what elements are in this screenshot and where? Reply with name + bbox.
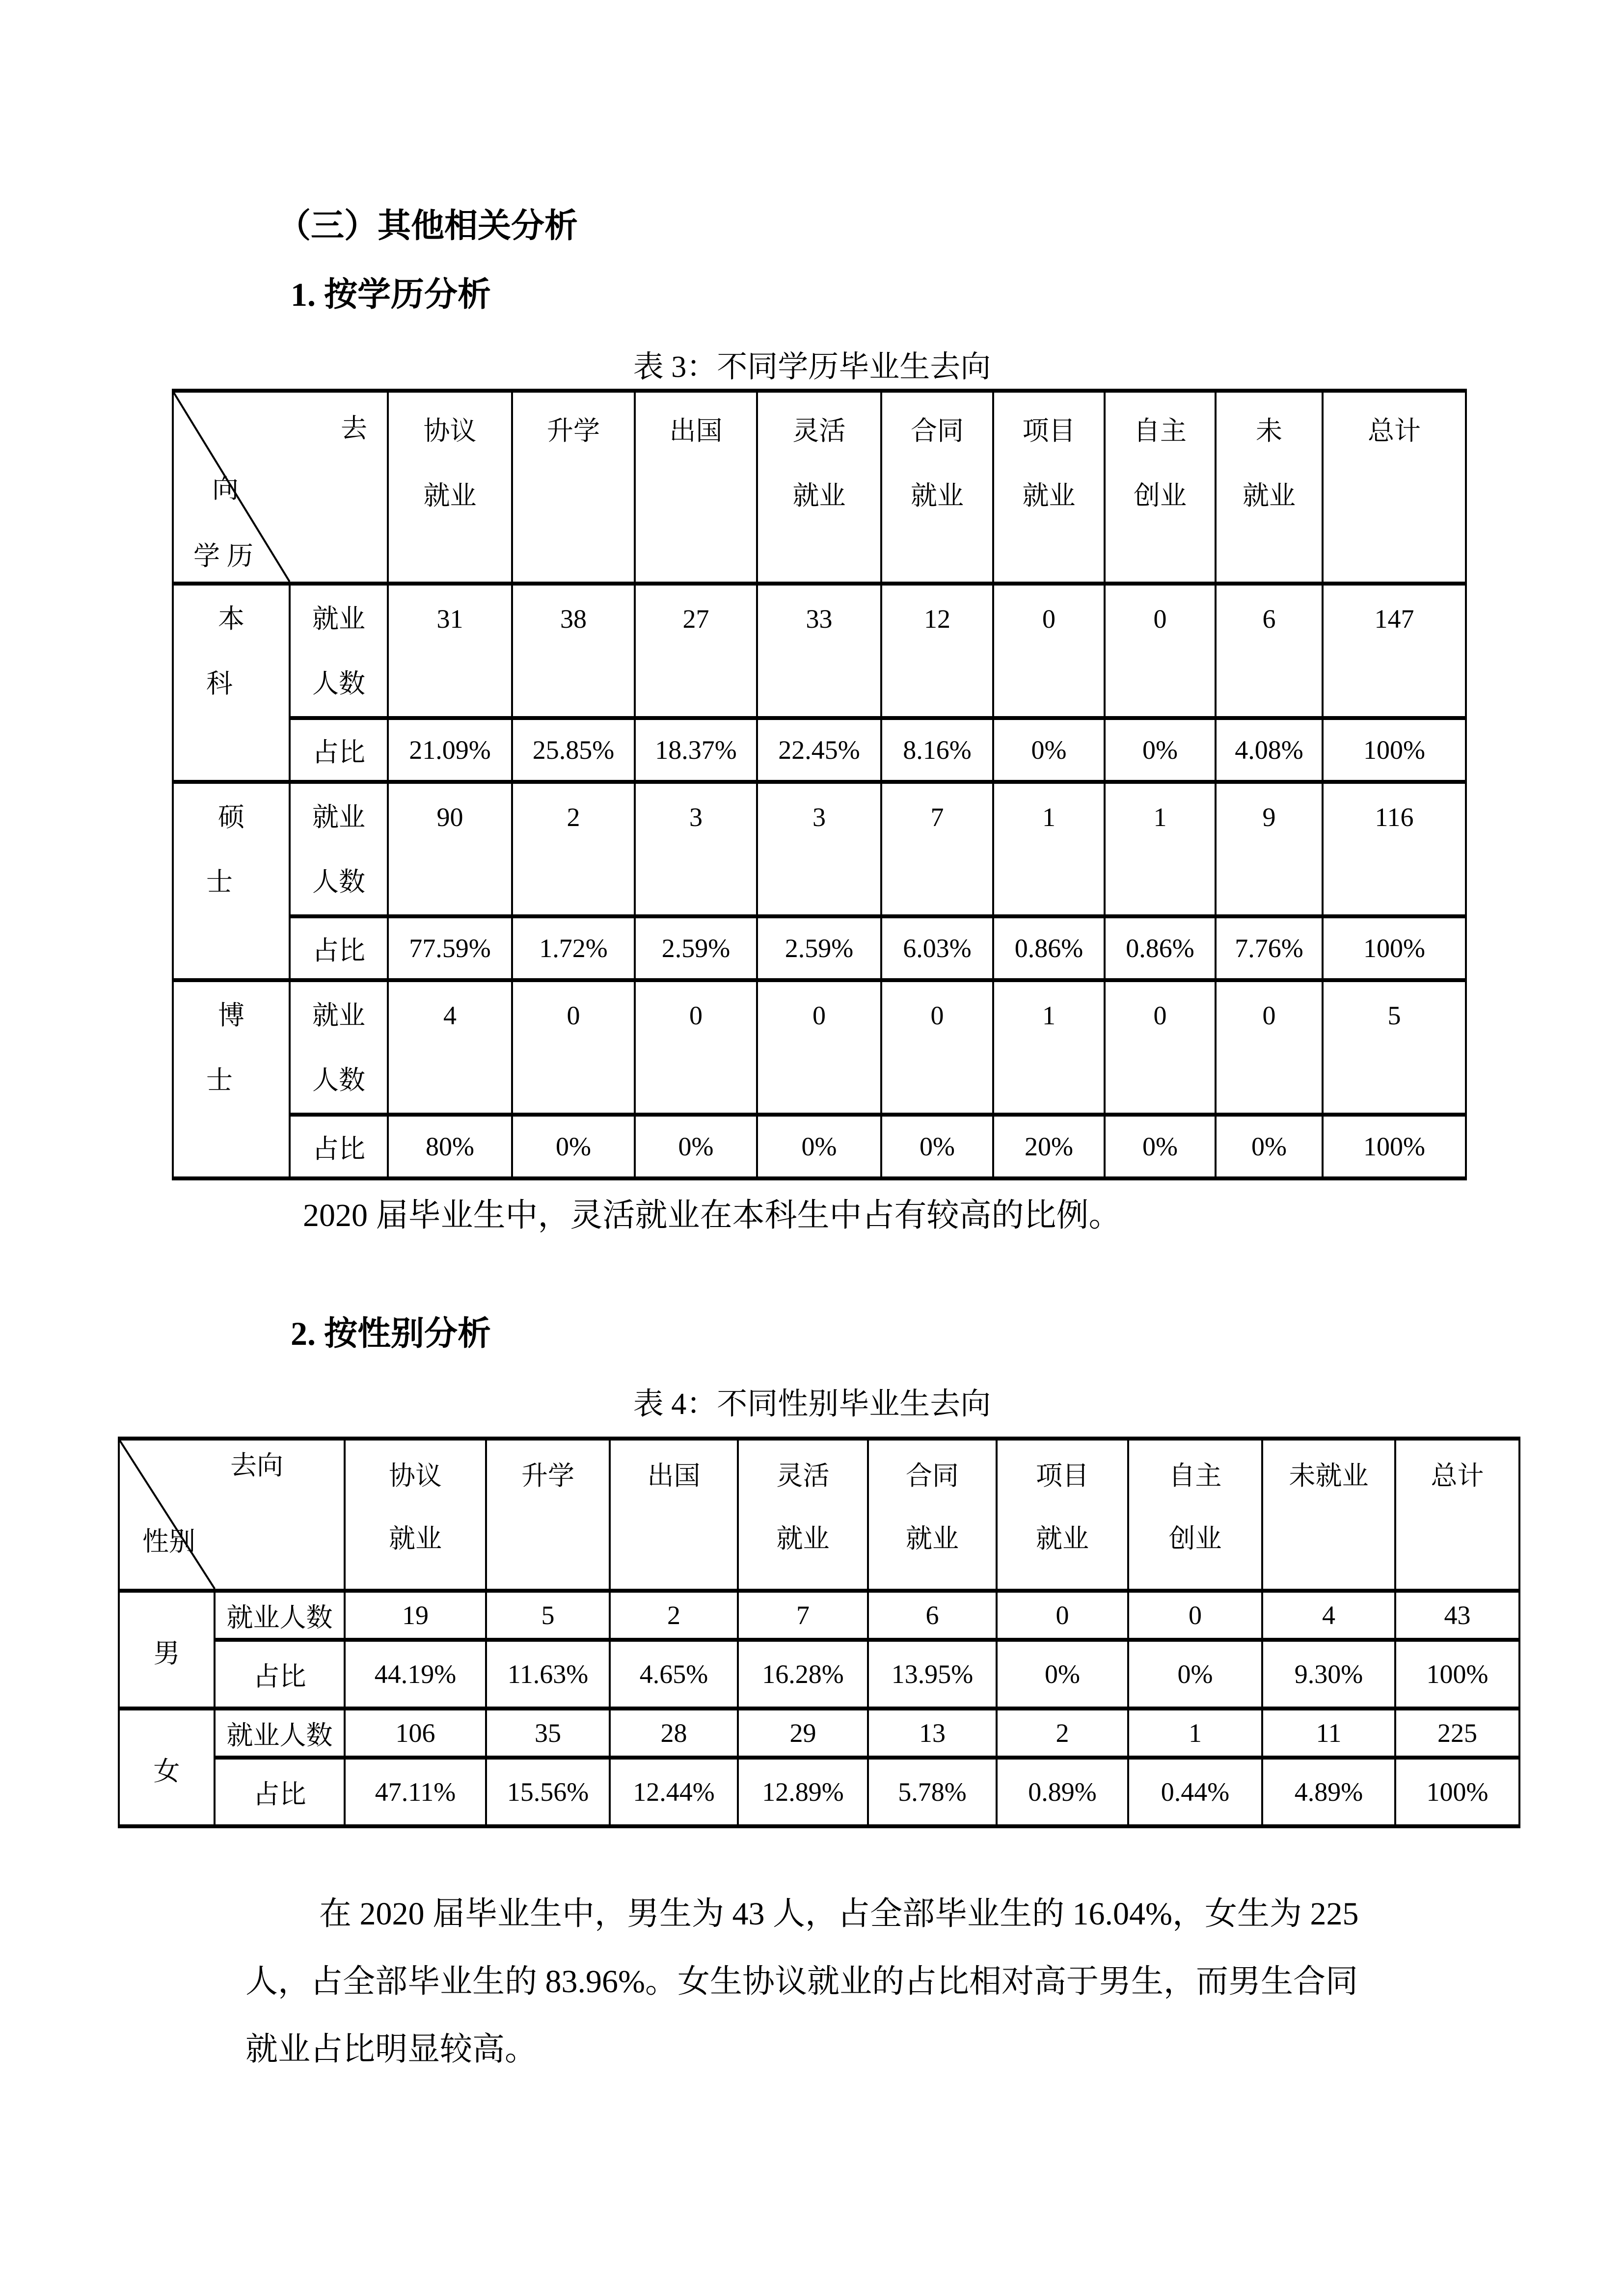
table3-caption: 表 3：不同学历毕业生去向 xyxy=(633,350,991,384)
header-line: 就业 xyxy=(1036,1524,1089,1553)
header-line: 未就业 xyxy=(1289,1461,1369,1491)
ratio-cell: 4.89% xyxy=(1262,1758,1395,1826)
ratio-cell: 0.86% xyxy=(1105,916,1216,980)
ratio-cell: 4.65% xyxy=(610,1640,738,1709)
header-line: 就业 xyxy=(389,1524,442,1553)
count-cell: 35 xyxy=(486,1709,610,1758)
column-header-cell xyxy=(1128,1439,1262,1591)
count-cell: 1 xyxy=(993,980,1105,1115)
column-header-cell xyxy=(738,1439,868,1591)
header-line: 就业 xyxy=(1243,481,1296,510)
table-row xyxy=(119,1709,1519,1758)
count-cell: 0 xyxy=(1216,980,1323,1115)
paragraph-line: 就业占比明显较高。 xyxy=(245,2031,537,2067)
count-cell: 28 xyxy=(610,1709,738,1758)
header-line: 项目 xyxy=(1022,416,1076,446)
count-cell: 2 xyxy=(997,1709,1128,1758)
table-row xyxy=(173,718,1466,782)
header-line: 灵活 xyxy=(776,1461,830,1491)
label-line: 就业 xyxy=(312,802,365,832)
ratio-cell: 0% xyxy=(635,1115,757,1178)
header-line: 就业 xyxy=(423,481,477,510)
count-cell: 19 xyxy=(345,1591,486,1640)
count-cell: 0 xyxy=(997,1591,1128,1640)
column-header-cell xyxy=(1323,391,1466,584)
gender-destination-table xyxy=(118,1437,1520,1828)
column-header-cell xyxy=(1216,391,1323,584)
label-line: 就业 xyxy=(312,1001,365,1030)
diagonal-header-cell xyxy=(173,391,388,584)
analysis-paragraph-education: 2020 届毕业生中，灵活就业在本科生中占有较高的比例。 xyxy=(303,1198,1121,1233)
ratio-cell: 4.08% xyxy=(1216,718,1323,782)
count-cell: 0 xyxy=(757,980,881,1115)
ratio-cell: 0.89% xyxy=(997,1758,1128,1826)
ratio-cell: 0% xyxy=(1128,1640,1262,1709)
column-header-cell xyxy=(512,391,635,584)
count-cell: 6 xyxy=(868,1591,997,1640)
column-header-cell xyxy=(1395,1439,1519,1591)
ratio-row-label: 占比 xyxy=(215,1758,345,1826)
count-cell: 0 xyxy=(635,980,757,1115)
count-cell: 2 xyxy=(512,782,635,916)
count-row-label xyxy=(290,980,388,1115)
column-header-cell xyxy=(997,1439,1128,1591)
ratio-row-label: 占比 xyxy=(215,1640,345,1709)
label-line: 人数 xyxy=(312,867,365,897)
count-cell: 29 xyxy=(738,1709,868,1758)
count-row-label xyxy=(290,584,388,718)
row-group-label: 男 xyxy=(119,1591,215,1709)
table-header-row xyxy=(173,391,1466,584)
count-cell: 90 xyxy=(388,782,512,916)
count-cell: 2 xyxy=(610,1591,738,1640)
ratio-cell: 6.03% xyxy=(881,916,993,980)
ratio-cell: 12.89% xyxy=(738,1758,868,1826)
header-line: 就业 xyxy=(1022,481,1076,510)
count-cell: 6 xyxy=(1216,584,1323,718)
section-heading: （三）其他相关分析 xyxy=(277,207,578,244)
header-line: 创业 xyxy=(1168,1524,1222,1553)
ratio-cell: 0% xyxy=(993,718,1105,782)
count-cell: 13 xyxy=(868,1709,997,1758)
ratio-cell: 7.76% xyxy=(1216,916,1323,980)
count-cell: 4 xyxy=(1262,1591,1395,1640)
corner-label-destination: 去向 xyxy=(230,1451,283,1480)
count-cell: 147 xyxy=(1323,584,1466,718)
column-header-cell xyxy=(1105,391,1216,584)
header-line: 合同 xyxy=(906,1461,959,1491)
ratio-cell: 100% xyxy=(1323,916,1466,980)
ratio-cell: 9.30% xyxy=(1262,1640,1395,1709)
column-header-cell xyxy=(993,391,1105,584)
column-header-cell xyxy=(486,1439,610,1591)
header-line: 项目 xyxy=(1036,1461,1089,1491)
count-cell: 106 xyxy=(345,1709,486,1758)
count-cell: 38 xyxy=(512,584,635,718)
corner-label-gender: 性别 xyxy=(142,1527,195,1556)
table-row xyxy=(119,1591,1519,1640)
header-line: 升学 xyxy=(521,1461,574,1491)
ratio-cell: 15.56% xyxy=(486,1758,610,1826)
count-cell: 31 xyxy=(388,584,512,718)
table-row xyxy=(173,584,1466,718)
table-row xyxy=(119,1758,1519,1826)
ratio-cell: 47.11% xyxy=(345,1758,486,1826)
header-line: 协议 xyxy=(389,1461,442,1491)
ratio-cell: 8.16% xyxy=(881,718,993,782)
count-cell: 9 xyxy=(1216,782,1323,916)
header-line: 就业 xyxy=(776,1524,830,1553)
count-cell: 116 xyxy=(1323,782,1466,916)
ratio-cell: 2.59% xyxy=(757,916,881,980)
count-cell: 3 xyxy=(757,782,881,916)
count-cell: 33 xyxy=(757,584,881,718)
header-line: 出国 xyxy=(669,416,723,446)
ratio-cell: 0% xyxy=(997,1640,1128,1709)
count-row-label xyxy=(290,782,388,916)
count-cell: 0 xyxy=(881,980,993,1115)
count-cell: 12 xyxy=(881,584,993,718)
subsection-heading-gender: 2. 按性别分析 xyxy=(291,1315,491,1352)
count-cell: 1 xyxy=(1105,782,1216,916)
header-line: 自主 xyxy=(1134,416,1187,446)
ratio-cell: 0.86% xyxy=(993,916,1105,980)
table4-caption: 表 4：不同性别毕业生去向 xyxy=(633,1388,991,1421)
ratio-cell: 77.59% xyxy=(388,916,512,980)
ratio-cell: 22.45% xyxy=(757,718,881,782)
corner-label-destination-char1: 去 xyxy=(341,414,367,443)
count-cell: 1 xyxy=(993,782,1105,916)
table-header-row xyxy=(119,1439,1519,1591)
header-line: 协议 xyxy=(423,416,477,446)
ratio-row-label: 占比 xyxy=(290,718,388,782)
ratio-cell: 0% xyxy=(1216,1115,1323,1178)
label-line: 人数 xyxy=(312,1066,365,1095)
count-cell: 3 xyxy=(635,782,757,916)
row-group-label: 博士 xyxy=(173,980,290,1178)
corner-label-education: 学历 xyxy=(193,541,260,571)
column-header-cell xyxy=(881,391,993,584)
header-line: 就业 xyxy=(792,481,846,510)
header-line: 就业 xyxy=(911,481,964,510)
ratio-cell: 5.78% xyxy=(868,1758,997,1826)
table-row xyxy=(173,916,1466,980)
ratio-cell: 20% xyxy=(993,1115,1105,1178)
count-cell: 7 xyxy=(738,1591,868,1640)
header-line: 出国 xyxy=(647,1461,701,1491)
table-row xyxy=(173,980,1466,1115)
ratio-cell: 0% xyxy=(1105,1115,1216,1178)
count-cell: 0 xyxy=(993,584,1105,718)
ratio-cell: 21.09% xyxy=(388,718,512,782)
education-destination-table xyxy=(172,389,1467,1180)
diagonal-header-cell xyxy=(119,1439,345,1591)
ratio-cell: 16.28% xyxy=(738,1640,868,1709)
header-line: 自主 xyxy=(1168,1461,1222,1491)
count-cell: 0 xyxy=(1105,980,1216,1115)
count-cell: 5 xyxy=(1323,980,1466,1115)
table-row xyxy=(173,1115,1466,1178)
column-header-cell xyxy=(635,391,757,584)
table-row xyxy=(119,1640,1519,1709)
header-line: 未 xyxy=(1256,416,1282,446)
ratio-cell: 1.72% xyxy=(512,916,635,980)
count-row-label: 就业人数 xyxy=(215,1591,345,1640)
count-cell: 43 xyxy=(1395,1591,1519,1640)
subsection-heading-education: 1. 按学历分析 xyxy=(291,276,491,313)
column-header-cell xyxy=(868,1439,997,1591)
ratio-cell: 100% xyxy=(1395,1640,1519,1709)
header-line: 总计 xyxy=(1368,416,1421,446)
ratio-cell: 0% xyxy=(881,1115,993,1178)
count-cell: 5 xyxy=(486,1591,610,1640)
paragraph-line: 人，占全部毕业生的 83.96%。女生协议就业的占比相对高于男生，而男生合同 xyxy=(245,1964,1358,2000)
ratio-cell: 18.37% xyxy=(635,718,757,782)
ratio-cell: 100% xyxy=(1395,1758,1519,1826)
row-group-label: 硕士 xyxy=(173,782,290,980)
column-header-cell xyxy=(610,1439,738,1591)
count-cell: 225 xyxy=(1395,1709,1519,1758)
ratio-cell: 25.85% xyxy=(512,718,635,782)
count-cell: 11 xyxy=(1262,1709,1395,1758)
count-cell: 0 xyxy=(1128,1591,1262,1640)
header-line: 合同 xyxy=(911,416,964,446)
ratio-cell: 100% xyxy=(1323,1115,1466,1178)
ratio-cell: 13.95% xyxy=(868,1640,997,1709)
count-cell: 4 xyxy=(388,980,512,1115)
ratio-cell: 100% xyxy=(1323,718,1466,782)
ratio-cell: 0.44% xyxy=(1128,1758,1262,1826)
column-header-cell xyxy=(345,1439,486,1591)
column-header-cell xyxy=(757,391,881,584)
row-group-label: 本科 xyxy=(173,584,290,782)
table-row xyxy=(173,782,1466,916)
ratio-cell: 12.44% xyxy=(610,1758,738,1826)
header-line: 升学 xyxy=(547,416,600,446)
label-line: 就业 xyxy=(312,604,365,634)
header-line: 总计 xyxy=(1431,1461,1484,1491)
row-group-label: 女 xyxy=(119,1709,215,1826)
count-cell: 0 xyxy=(512,980,635,1115)
ratio-cell: 0% xyxy=(512,1115,635,1178)
header-line: 灵活 xyxy=(792,416,846,446)
ratio-cell: 0% xyxy=(1105,718,1216,782)
paragraph-line: 在 2020 届毕业生中，男生为 43 人，占全部毕业生的 16.04%，女生为 225 xyxy=(319,1896,1359,1932)
count-row-label: 就业人数 xyxy=(215,1709,345,1758)
column-header-cell xyxy=(1262,1439,1395,1591)
corner-label-destination-char2: 向 xyxy=(212,474,239,504)
count-cell: 0 xyxy=(1105,584,1216,718)
column-header-cell xyxy=(388,391,512,584)
ratio-cell: 11.63% xyxy=(486,1640,610,1709)
ratio-cell: 0% xyxy=(757,1115,881,1178)
count-cell: 7 xyxy=(881,782,993,916)
label-line: 人数 xyxy=(312,669,365,698)
header-line: 创业 xyxy=(1134,481,1187,510)
ratio-cell: 44.19% xyxy=(345,1640,486,1709)
ratio-cell: 2.59% xyxy=(635,916,757,980)
count-cell: 27 xyxy=(635,584,757,718)
ratio-cell: 80% xyxy=(388,1115,512,1178)
header-line: 就业 xyxy=(906,1524,959,1553)
analysis-paragraph-gender xyxy=(245,1880,1434,2083)
count-cell: 1 xyxy=(1128,1709,1262,1758)
ratio-row-label: 占比 xyxy=(290,1115,388,1178)
ratio-row-label: 占比 xyxy=(290,916,388,980)
